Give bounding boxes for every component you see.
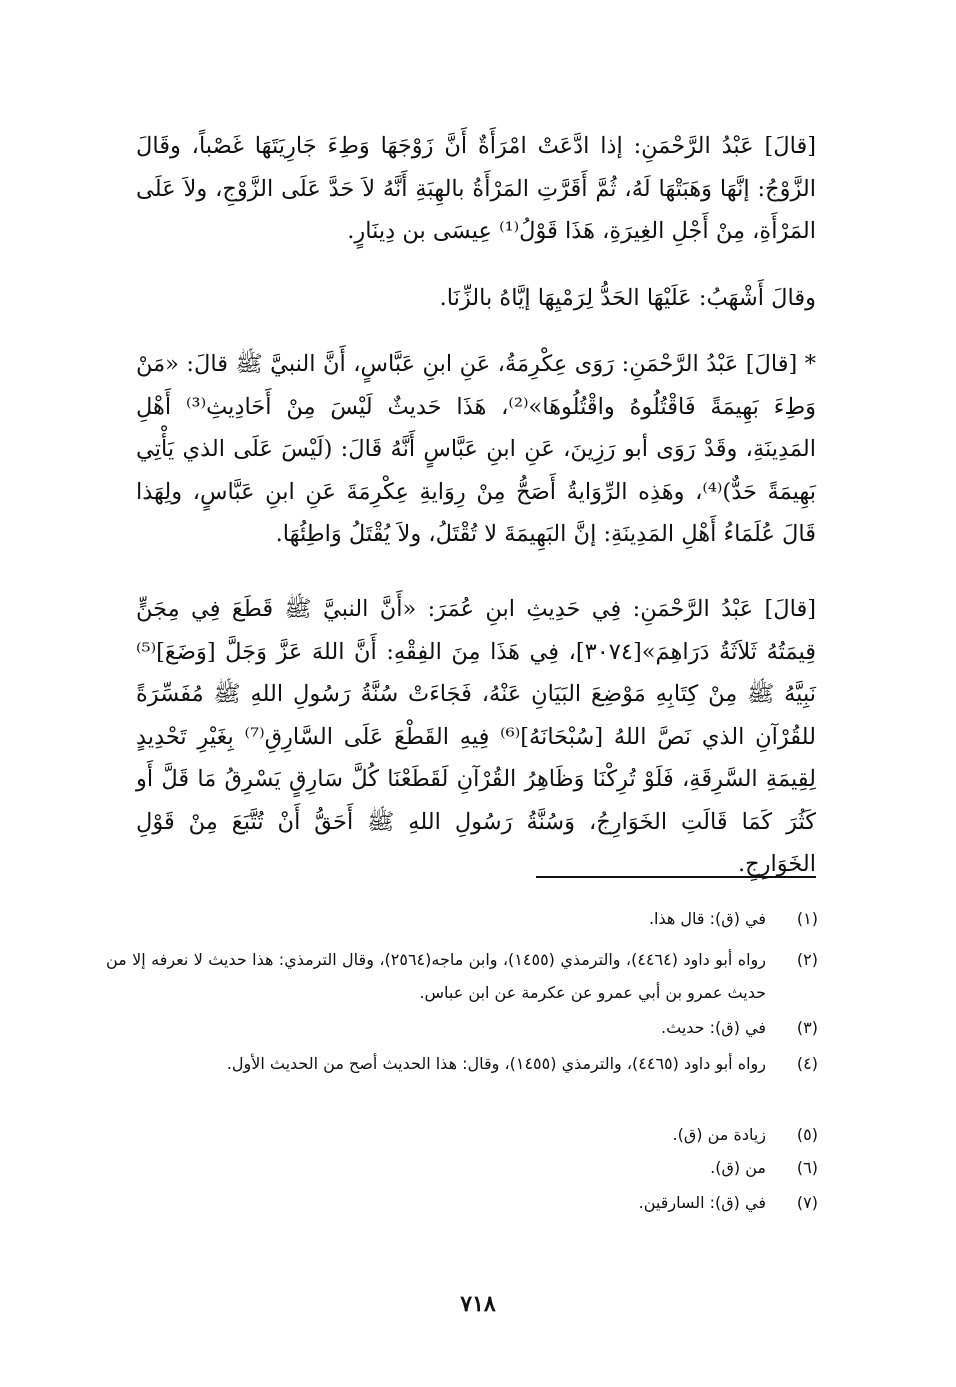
- footnote-number: (٥): [796, 1125, 818, 1144]
- footnote-text: رواه أبو داود (٤٤٦٥)، والترمذي (١٤٥٥)، وقال: هذا الحديث أصح من الحديث الأول.: [226, 1054, 766, 1073]
- footnote-separator: [536, 876, 816, 878]
- footnote-text: في (ق): قال هذا.: [648, 909, 766, 928]
- paragraph-4: [قالَ] عَبْدُ الرَّحْمَنِ: فِي حَدِيثِ ابنِ عُمَرَ: «أَنَّ النبيَّ ﷺ قَطَعَ فِي مِجَنٍّ قِيمَتُهُ ثَلاَثَةُ دَرَاهِمَ»[٣٠٧٤]، فِي هَذَا مِنَ الفِقْهِ: أَنَّ اللهَ عَزَّ وَجَلَّ [وَضَعَ]⁽⁵⁾ نَبِيَّهُ ﷺ مِنْ كِتَابِهِ مَوْضِعَ البَيَانِ عَنْهُ، فَجَاءَتْ سُنَّةُ رَسُولِ اللهِ ﷺ مُفَسِّرَةً للقُرْآنِ الذي نَصَّ اللهُ [سُبْحَانَهُ]⁽⁶⁾ فِيهِ القَطْعَ عَلَى السَّارِقِ⁽⁷⁾ بِغَيْرِ تَحْدِيدٍ لِقِيمَةِ السَّرِقَةِ، فَلَوْ تُرِكْنَا وَظَاهِرُ القُرْآنِ لَقَطَعْنَا كُلَّ سَارِقٍ يَسْرِقُ مَا قَلَّ أَو كَثُرَ كَمَا قَالَتِ الخَوَارِجُ، وَسُنَّةُ رَسُولِ اللهِ ﷺ أَحَقُّ أَنْ تُتَّبَعَ مِنْ قَوْلِ الخَوَارِجِ.: [136, 596, 816, 877]
- page-number: ٧١٨: [460, 1291, 496, 1317]
- footnote-number: (٣): [796, 1018, 818, 1037]
- footnote-text: في (ق): السارقين.: [638, 1193, 766, 1212]
- footnote-4: [106, 1047, 818, 1080]
- footnote-1: [106, 902, 818, 935]
- footnote-number: (١): [796, 909, 818, 928]
- paragraph-1: [قالَ] عَبْدُ الرَّحْمَنِ: إذا ادَّعَتْ امْرَأَةٌ أَنَّ زَوْجَهَا وَطِءَ جَارِيَتَهَا غَصْباً، وقَالَ الزَّوْجُ: إنَّهَا وَهَبَتْهَا لَهُ، ثُمَّ أَقَرَّتِ المَرْأَةُ بالهِبَةِ أَنَّهُ لاَ حَدَّ عَلَى الزَّوْجِ، ولاَ عَلَى المَرْأَةِ، مِنْ أَجْلِ الغِيرَةِ، هَذَا قَوْلُ⁽¹⁾ عِيسَى بن دِينَارٍ.: [136, 133, 816, 244]
- footnote-text: من (ق).: [710, 1158, 766, 1177]
- footnote-number: (٧): [796, 1193, 818, 1212]
- footnote-7: [106, 1186, 818, 1219]
- paragraph-3: * [قالَ] عَبْدُ الرَّحْمَنِ: رَوَى عِكْرِمَةُ، عَنِ ابنِ عَبَّاسٍ، أَنَّ النبيَّ ﷺ قالَ: «مَنْ وَطِءَ بَهِيمَةً فَاقْتُلُوهُ واقْتُلُوهَا»⁽²⁾، هَذَا حَديثٌ لَيْسَ مِنْ أَحَادِيثِ⁽³⁾ أَهْلِ المَدِينَةِ، وقَدْ رَوَى أبو رَزِينَ، عَنِ ابنِ عَبَّاسٍ أَنَّهُ قَالَ: (لَيْسَ عَلَى الذي يَأْتِي بَهِيمَةً حَدٌّ)⁽⁴⁾، وهَذِه الرِّوَايةُ أَصَحُّ مِنْ رِوَايةِ عِكْرِمَةَ عَنِ ابنِ عَبَّاسٍ، ولِهَذا قَالَ عُلَمَاءُ أَهْلِ المَدِينَةِ: إنَّ البَهِيمَةَ لا تُقْتَلُ، ولاَ يُقْتَلُ وَاطِئُهَا.: [136, 351, 816, 547]
- footnote-text: رواه أبو داود (٤٤٦٤)، والترمذي (١٤٥٥)، وابن ماجه(٢٥٦٤)، وقال الترمذي: هذا حديث لا نعرفه إلا من حديث عمرو بن أبي عمرو عن عكرمة عن ابن عباس.: [106, 950, 767, 1002]
- footnote-2: [106, 943, 818, 1009]
- footnote-3: [106, 1011, 818, 1044]
- footnote-number: (٢): [796, 950, 818, 969]
- footnote-5: [106, 1118, 818, 1151]
- footnote-text: زيادة من (ق).: [672, 1125, 766, 1144]
- footnote-number: (٤): [796, 1054, 818, 1073]
- paragraph-2: وقالَ أَشْهَبُ: عَلَيْهَا الحَدُّ لِرَمْيِهَا إيَّاهُ بالزِّنَا.: [439, 285, 816, 311]
- footnote-6: [106, 1151, 818, 1184]
- footnote-number: (٦): [796, 1158, 818, 1177]
- footnote-text: في (ق): حديث.: [661, 1018, 766, 1037]
